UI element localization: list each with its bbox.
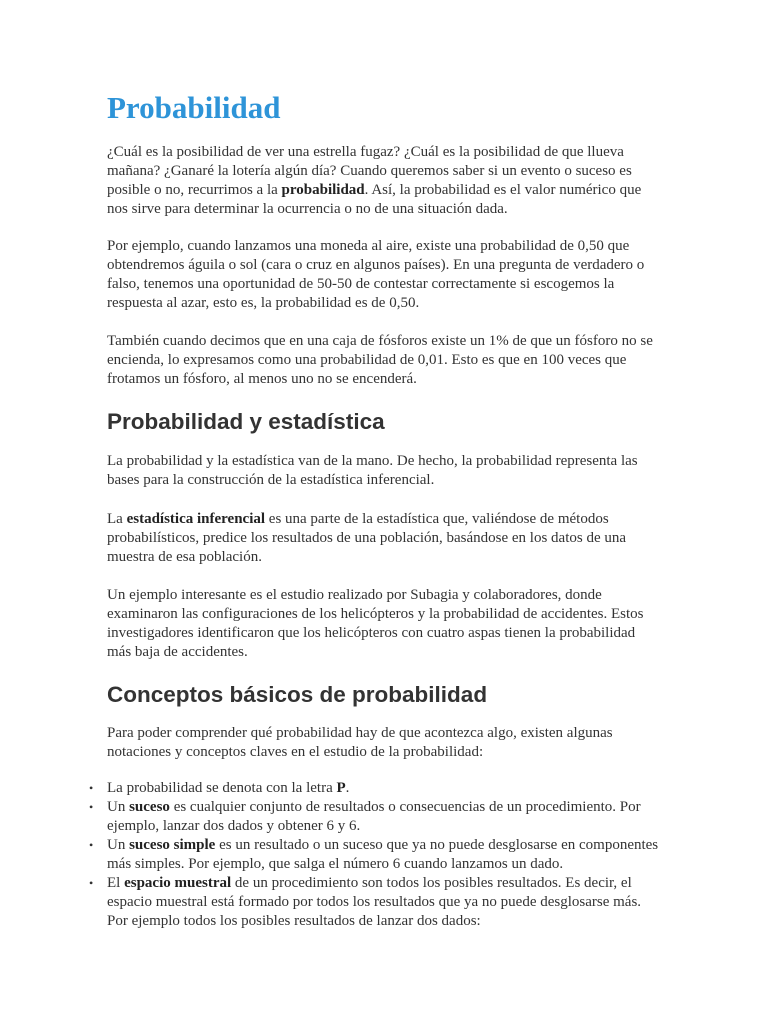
intro-text-end: . Así, la probabilidad es el valor numérico que nos sirve para determinar la ocurrencia o no de una situación dada. (107, 182, 642, 217)
matches-example-paragraph: También cuando decimos que en una caja de fósforos existe un 1% de que un fósforo no se encienda, lo expresamos como una probabilidad de 0,01. Esto es que en 100 veces que frotamos un fósforo, al menos uno no se encenderá. (107, 333, 653, 387)
stats-paragraph-1: La probabilidad y la estadística van de la mano. De hecho, la probabilidad representa las bases para la construcción de la estadística inferencial. (107, 453, 638, 488)
section-heading-stats: Probabilidad y estadística (107, 409, 385, 434)
list-item-text-end: . (345, 780, 350, 796)
list-item-text-start: El (107, 875, 125, 891)
stats-p2-start: La (107, 511, 127, 527)
list-item (87, 779, 663, 798)
list-item-text-end: es un resultado o un suceso que ya no puede desglosarse en componentes más simples. Por ejemplo, que salga el número 6 cuando lanzamos un dado. (107, 837, 659, 872)
list-item (87, 798, 663, 836)
list-item-bold-term: suceso (129, 799, 170, 815)
list-item-text-end: es cualquier conjunto de resultados o consecuencias de un procedimiento. Por ejemplo, lanzar dos dados y obtener 6 y 6. (107, 799, 641, 834)
concepts-list (87, 779, 663, 931)
list-item (87, 874, 663, 931)
list-item (87, 836, 663, 874)
section-heading-concepts: Conceptos básicos de probabilidad (107, 682, 488, 707)
stats-paragraph-2 (107, 510, 663, 567)
list-item-bold-term: espacio muestral (124, 875, 232, 891)
list-item-text-start: La probabilidad se denota con la letra (107, 780, 337, 796)
coin-example-paragraph: Por ejemplo, cuando lanzamos una moneda al aire, existe una probabilidad de 0,50 que obtendremos águila o sol (cara o cruz en algunos países). En una pregunta de verdadero o falso, tenemos una oportunidad de 50-50 de contestar correctamente si escogemos la respuesta al azar, esto es, la probabilidad es de 0,50. (107, 238, 645, 311)
bullet-icon: • (89, 838, 94, 852)
bullet-icon: • (89, 781, 94, 795)
concepts-intro-paragraph: Para poder comprender qué probabilidad hay de que acontezca algo, existen algunas notaciones y conceptos claves en el estudio de la probabilidad: (107, 725, 613, 760)
intro-bold-term: probabilidad (281, 182, 365, 198)
list-item-text-start: Un (107, 837, 130, 853)
stats-p2-end: es una parte de la estadística que, valiéndose de métodos probabilísticos, predice los resultados de una población, basándose en los datos de una muestra de esa población. (107, 511, 627, 565)
page-title: Probabilidad (107, 90, 281, 125)
list-item-text-end: de un procedimiento son todos los posibles resultados. Es decir, el espacio muestral está formado por todos los resultados que ya no puede desglosarse más. Por ejemplo todos los posibles resultados de lanzar dos dados: (107, 875, 642, 929)
intro-paragraph (107, 143, 663, 219)
list-item-bold-term: P (336, 780, 346, 796)
stats-p2-bold-term: estadística inferencial (126, 511, 266, 527)
list-item-text-start: Un (107, 799, 130, 815)
bullet-icon: • (89, 800, 94, 814)
intro-text-start: ¿Cuál es la posibilidad de ver una estrella fugaz? ¿Cuál es la posibilidad de que llueva mañana? ¿Ganaré la lotería algún día? Cuando queremos saber si un evento o suceso es posible o no, recurrimos a la (107, 144, 632, 198)
list-item-bold-term: suceso simple (129, 837, 216, 853)
stats-paragraph-3: Un ejemplo interesante es el estudio realizado por Subagia y colaboradores, donde examinaron las configuraciones de los helicópteros y la probabilidad de accidentes. Estos investigadores identificaron que los helicópteros con cuatro aspas tienen la probabilidad más baja de accidentes. (107, 587, 644, 660)
bullet-icon: • (89, 876, 94, 890)
